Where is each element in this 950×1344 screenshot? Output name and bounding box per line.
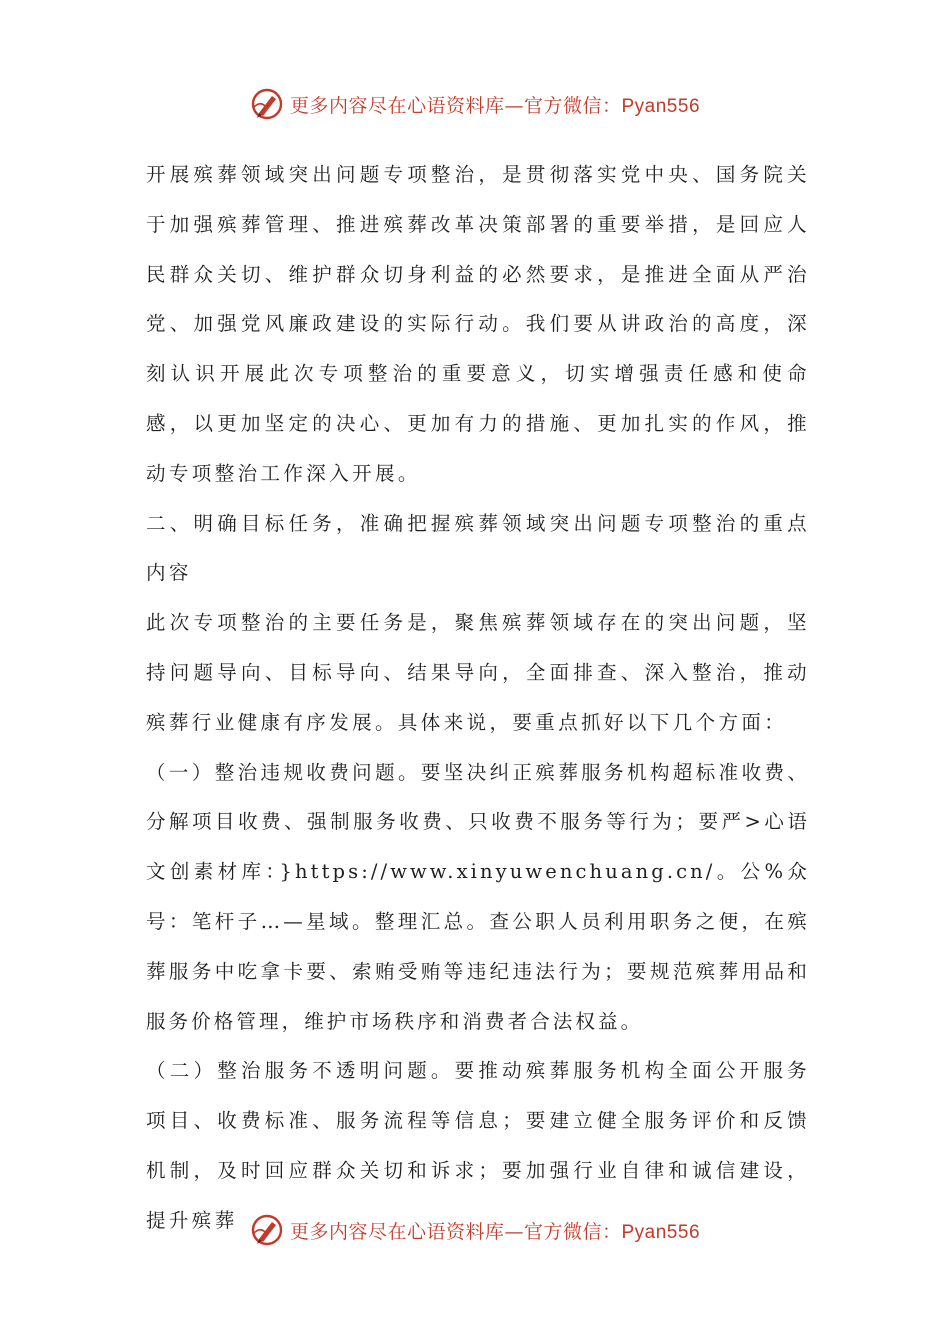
paragraph-item-one-fees: （一）整治违规收费问题。要坚决纠正殡葬服务机构超标准收费、分解项目收费、强制服务收费、只收费不服务等行为；要严>心语文创素材库：}https://www.xinyuwenchuang.cn/。公%众号：笔杆子…—星域。整理汇总。查公职人员利用职务之便，在殡葬服务中吃拿卡要、索贿受贿等违纪违法行为；要规范殡葬用品和服务价格管理，维护市场秩序和消费者合法权益。 <box>146 760 810 1033</box>
paragraph-main-tasks: 此次专项整治的主要任务是，聚焦殡葬领域存在的突出问题，坚持问题导向、目标导向、结果导向，全面排查、深入整治，推动殡葬行业健康有序发展。具体来说，要重点抓好以下几个方面： <box>146 611 810 734</box>
pen-logo-icon <box>250 1213 284 1247</box>
header-watermark <box>0 84 950 124</box>
pen-logo-icon <box>250 87 284 121</box>
footer-watermark <box>0 1210 950 1250</box>
document-body <box>146 150 810 1246</box>
paragraph-item-two-transparency: （二）整治服务不透明问题。要推动殡葬服务机构全面公开服务项目、收费标准、服务流程等信息；要建立健全服务评价和反馈机制，及时回应群众关切和诉求；要加强行业自律和诚信建设，提升殡葬 <box>146 1059 810 1232</box>
watermark-text: 更多内容尽在心语资料库—官方微信：Pyan556 <box>289 1220 701 1243</box>
section-heading-two: 二、明确目标任务，准确把握殡葬领域突出问题专项整治的重点内容 <box>146 511 810 585</box>
watermark-text: 更多内容尽在心语资料库—官方微信：Pyan556 <box>289 94 701 117</box>
paragraph-intro-significance: 开展殡葬领域突出问题专项整治，是贯彻落实党中央、国务院关于加强殡葬管理、推进殡葬改革决策部署的重要举措，是回应人民群众关切、维护群众切身利益的必然要求，是推进全面从严治党、加强党风廉政建设的实际行动。我们要从讲政治的高度，深刻认识开展此次专项整治的重要意义，切实增强责任感和使命感，以更加坚定的决心、更加有力的措施、更加扎实的作风，推动专项整治工作深入开展。 <box>146 163 810 485</box>
